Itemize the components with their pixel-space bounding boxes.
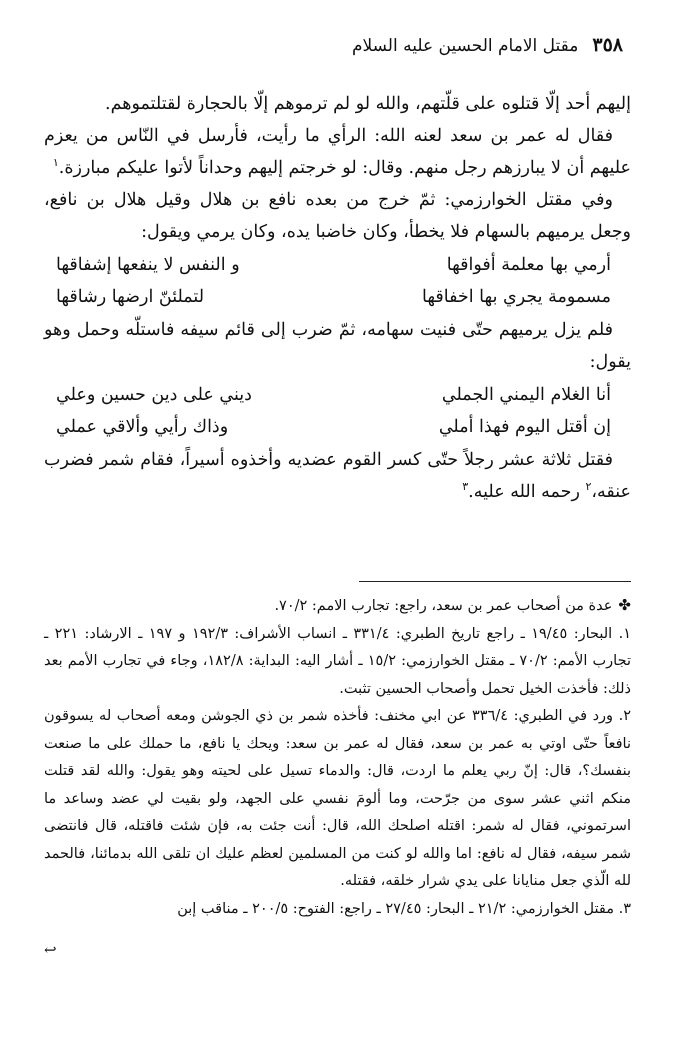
verse-first-hemistich: مسمومة يجري بها اخفاقها (421, 287, 611, 307)
verse-first-hemistich: أرمي بها معلمة أفواقها (446, 255, 611, 275)
paragraph-text: فقال له عمر بن سعد لعنه الله: الرأي ما رأيت، فأرسل في النّاس من يعزم عليهم أن لا يبارزهم رجل منهم. وقال: لو خرجتم إليهم وحداناً لأتوا عليكم مبارزة. (44, 126, 631, 178)
poem (44, 249, 631, 313)
verse-second-hemistich: لتملئنّ ارضها رشاقها (56, 287, 205, 307)
verse-second-hemistich: وذاك رأيي وألاقي عملي (56, 417, 229, 437)
verse (44, 249, 631, 281)
verse-first-hemistich: أنا الغلام اليمني الجملي (441, 385, 611, 405)
footnote-text: عدة من أصحاب عمر بن سعد، راجع: تجارب الامم: ٧٠/٢. (274, 598, 613, 614)
verse (44, 411, 631, 443)
paragraph: وفي مقتل الخوارزمي: ثمّ خرج من بعده نافع بن هلال وقيل هلال بن نافع، وجعل يرميهم بالسهام فلا يخطأ، وكان خاضبا يده، وكان يرمي ويقول: (44, 190, 631, 242)
poem (44, 379, 631, 443)
paragraph (44, 120, 631, 184)
footnote-ref: ٣ (462, 480, 469, 494)
footnote-separator (359, 581, 631, 582)
continuation-mark-icon: ↩ (44, 941, 57, 959)
paragraph-text: رحمه الله عليه. (468, 482, 586, 502)
paragraph-text: فقتل ثلاثة عشر رجلاً حتّى كسر القوم عضديه وأخذوه أسيراً، فقام شمر فضرب عنقه، (44, 450, 631, 502)
footnote (44, 592, 631, 621)
running-title: مقتل الامام الحسين عليه السلام (351, 36, 579, 56)
verse (44, 281, 631, 313)
footnote: ١. البحار: ١٩/٤٥ ـ راجع تاريخ الطبري: ٣٣١/٤ ـ انساب الأشراف: ١٩٢/٣ و ١٩٧ ـ الارشاد: ٢٢١ ـ تجارب الأمم: ٧٠/٢ ـ مقتل الخوارزمي: ١٥/٢ ـ أشار اليه: البداية: ١٨٢/٨، وجاء في تجارب الأمم بعد ذلك: فأخذت الخيل تحمل وأصحاب الحسين تثبت. (44, 625, 631, 697)
verse (44, 379, 631, 411)
footnote-ref: ١ (52, 156, 59, 170)
paragraph: فلم يزل يرميهم حتّى فنيت سهامه، ثمّ ضرب إلى قائم سيفه فاستلّه وحمل وهو يقول: (44, 320, 631, 372)
page-header (58, 34, 623, 60)
verse-second-hemistich: و النفس لا ينفعها إشفاقها (56, 255, 240, 275)
footnote: ٣. مقتل الخوارزمي: ٢١/٢ ـ البحار: ٢٧/٤٥ ـ راجع: الفتوح: ٢٠٠/٥ ـ مناقب إبن (177, 900, 631, 917)
verse-first-hemistich: إن أقتل اليوم فهذا أملي (438, 417, 611, 437)
paragraph (44, 444, 631, 508)
footnote-ref: ٢ (585, 480, 592, 494)
paragraph: إليهم أحد إلّا قتلوه على قلّتهم، والله لو لم ترموهم إلّا بالحجارة لقتلتموهم. (105, 94, 631, 114)
footnotes (44, 592, 631, 923)
main-text (44, 88, 631, 508)
verse-second-hemistich: ديني على دين حسين وعلي (56, 385, 252, 405)
star-footnote-icon: ✤ (618, 596, 631, 614)
page-number: ٣٥٨ (592, 34, 623, 56)
footnote: ٢. ورد في الطبري: ٣٣٦/٤ عن ابي مخنف: فأخذه شمر بن ذي الجوشن ومعه أصحاب له يسوقون نافعاً حتّى اوتي به عمر بن سعد، فقال له عمر بن سعد: ويحك يا نافع، ما حملك على ما صنعت بنفسك؟، قال: إنّ ربي يعلم ما اردت، قال: والدماء تسيل على لحيته وهو يقول: والله لقد قتلت منكم اثني عشر سوى من جرّحت، وما ألومَ نفسي على الجهد، ولو بقيت لي عضد وساعد ما اسرتموني، فقال له شمر: اقتله اصلحك الله، قال: أنت جئت به، فإن شئت فاقتله، قال فانتضى شمر سيفه، فقال له نافع: اما والله لو كنت من المسلمين لعظم عليك ان تلقى الله بدمائنا، فالحمد لله الّذي جعل منايانا على يدي شرار خلقه، فقتله. (44, 708, 631, 889)
